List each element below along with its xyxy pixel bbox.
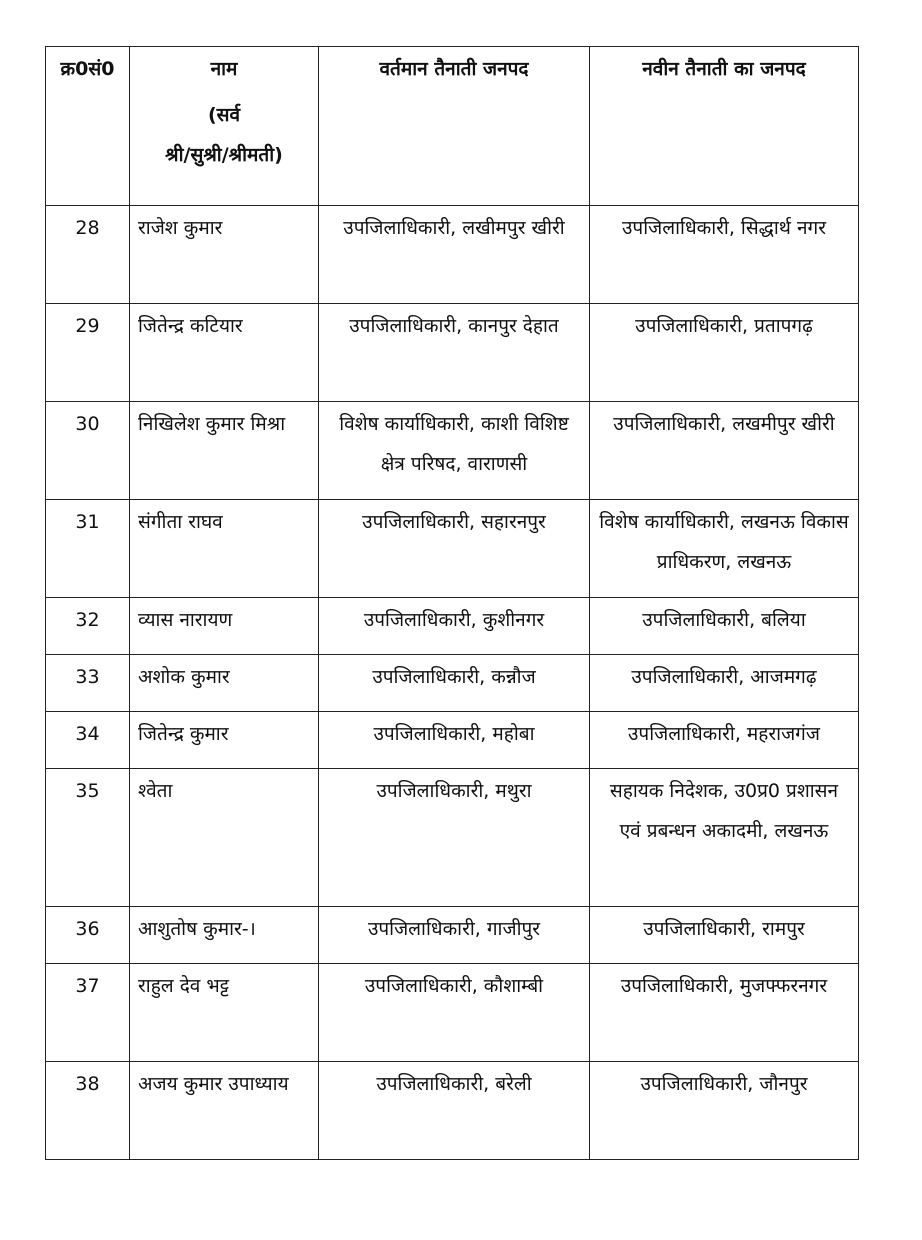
row-new-posting: उपजिलाधिकारी, रामपुर <box>590 907 859 964</box>
row-serial: 32 <box>46 598 130 655</box>
row-serial: 37 <box>46 964 130 1062</box>
row-current-posting: उपजिलाधिकारी, लखीमपुर खीरी <box>319 206 590 304</box>
row-name: जितेन्द्र कुमार <box>130 712 319 769</box>
row-name: जितेन्द्र कटियार <box>130 304 319 402</box>
row-name: अशोक कुमार <box>130 655 319 712</box>
row-current-posting: उपजिलाधिकारी, सहारनपुर <box>319 500 590 598</box>
row-name: आशुतोष कुमार-। <box>130 907 319 964</box>
row-current-posting: उपजिलाधिकारी, कौशाम्बी <box>319 964 590 1062</box>
row-current-posting: उपजिलाधिकारी, महोबा <box>319 712 590 769</box>
table-row <box>46 712 859 769</box>
row-serial: 31 <box>46 500 130 598</box>
row-serial: 35 <box>46 769 130 907</box>
row-name: संगीता राघव <box>130 500 319 598</box>
table-row <box>46 206 859 304</box>
row-new-posting: उपजिलाधिकारी, जौनपुर <box>590 1062 859 1160</box>
row-current-posting: विशेष कार्याधिकारी, काशी विशिष्ट क्षेत्र परिषद, वाराणसी <box>319 402 590 500</box>
table-row <box>46 1062 859 1160</box>
row-name: श्वेता <box>130 769 319 907</box>
table-row <box>46 500 859 598</box>
row-serial: 29 <box>46 304 130 402</box>
header-serial: क्र0सं0 <box>46 47 130 206</box>
row-name: अजय कुमार उपाध्याय <box>130 1062 319 1160</box>
row-current-posting: उपजिलाधिकारी, बरेली <box>319 1062 590 1160</box>
row-new-posting: उपजिलाधिकारी, आजमगढ़ <box>590 655 859 712</box>
table-row <box>46 964 859 1062</box>
row-current-posting: उपजिलाधिकारी, कानपुर देहात <box>319 304 590 402</box>
header-new-posting: नवीन तैनाती का जनपद <box>590 47 859 206</box>
row-new-posting: उपजिलाधिकारी, सिद्धार्थ नगर <box>590 206 859 304</box>
row-serial: 30 <box>46 402 130 500</box>
row-new-posting: उपजिलाधिकारी, बलिया <box>590 598 859 655</box>
table-row <box>46 655 859 712</box>
table-row <box>46 598 859 655</box>
row-new-posting: विशेष कार्याधिकारी, लखनऊ विकास प्राधिकरण, लखनऊ <box>590 500 859 598</box>
header-name-line1: नाम <box>210 58 238 80</box>
table-row <box>46 769 859 907</box>
row-serial: 28 <box>46 206 130 304</box>
row-serial: 33 <box>46 655 130 712</box>
row-name: राहुल देव भट्ट <box>130 964 319 1062</box>
table-row <box>46 304 859 402</box>
table-row <box>46 402 859 500</box>
table-header-row <box>46 47 859 206</box>
row-current-posting: उपजिलाधिकारी, कुशीनगर <box>319 598 590 655</box>
row-current-posting: उपजिलाधिकारी, कन्नौज <box>319 655 590 712</box>
row-serial: 38 <box>46 1062 130 1160</box>
row-name: व्यास नारायण <box>130 598 319 655</box>
row-serial: 34 <box>46 712 130 769</box>
row-new-posting: सहायक निदेशक, उ0प्र0 प्रशासन एवं प्रबन्धन अकादमी, लखनऊ <box>590 769 859 907</box>
row-new-posting: उपजिलाधिकारी, मुजफ्फरनगर <box>590 964 859 1062</box>
row-new-posting: उपजिलाधिकारी, प्रतापगढ़ <box>590 304 859 402</box>
row-name: निखिलेश कुमार मिश्रा <box>130 402 319 500</box>
row-current-posting: उपजिलाधिकारी, गाजीपुर <box>319 907 590 964</box>
row-current-posting: उपजिलाधिकारी, मथुरा <box>319 769 590 907</box>
table-row <box>46 907 859 964</box>
row-new-posting: उपजिलाधिकारी, लखमीपुर खीरी <box>590 402 859 500</box>
header-current-posting: वर्तमान तैनाती जनपद <box>319 47 590 206</box>
row-serial: 36 <box>46 907 130 964</box>
header-name-line3: श्री/सुश्री/श्रीमती) <box>165 144 283 166</box>
row-new-posting: उपजिलाधिकारी, महराजगंज <box>590 712 859 769</box>
transfer-table <box>45 46 859 1160</box>
header-name <box>130 47 319 206</box>
row-name: राजेश कुमार <box>130 206 319 304</box>
header-name-line2: (सर्व <box>207 104 241 126</box>
